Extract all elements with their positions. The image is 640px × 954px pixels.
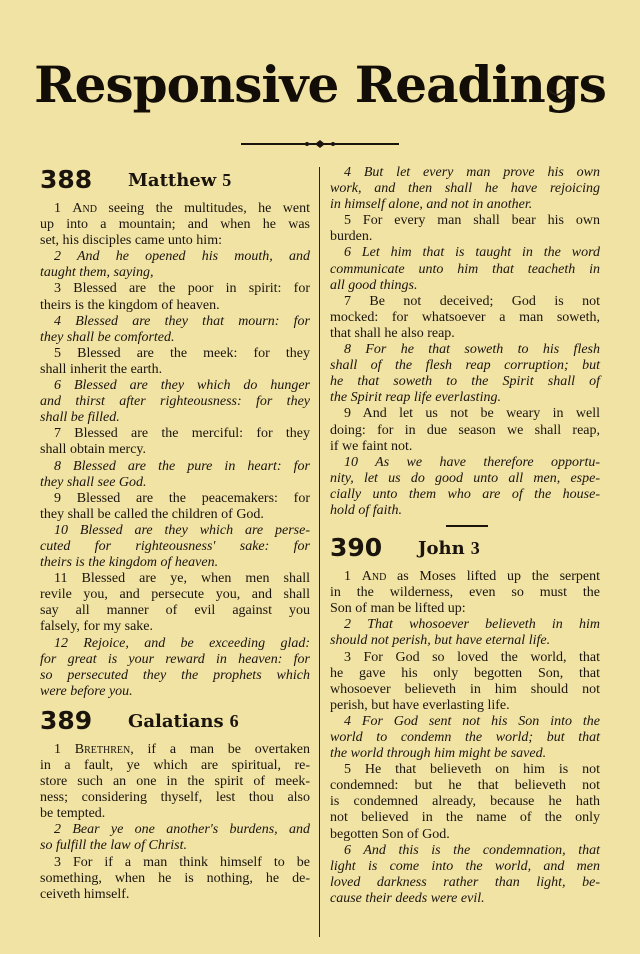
text-line	[40, 249, 310, 265]
line-text: ness; considering thyself, lest thou also	[40, 790, 310, 806]
left-column	[40, 165, 310, 903]
line-text: 6 Blessed are they which do hunger	[54, 378, 310, 394]
text-line	[330, 698, 600, 714]
text-line	[330, 762, 600, 778]
text-line	[40, 619, 310, 635]
text-line	[40, 314, 310, 330]
chapter-number: 3	[470, 538, 480, 559]
text-line	[330, 714, 600, 730]
line-text: in the wilderness, even so must the	[330, 585, 600, 601]
text-line	[40, 491, 310, 507]
line-text: so fulfill the law of Christ.	[40, 838, 188, 854]
line-text: be tempted.	[40, 806, 106, 822]
line-text: shall inherit the earth.	[40, 361, 163, 377]
line-text: 8 For he that soweth to his flesh	[344, 342, 600, 358]
text-line	[40, 887, 310, 903]
line-text: that shall he also reap.	[330, 325, 455, 341]
text-line	[330, 730, 600, 746]
text-line	[330, 503, 600, 519]
line-text: they shall be comforted.	[40, 329, 175, 345]
text-line	[330, 843, 600, 859]
text-line	[40, 201, 310, 217]
line-text: is condemned already, because he hath	[330, 794, 600, 810]
text-line	[330, 601, 600, 617]
line-text: revile you, and persecute you, and shall	[40, 587, 310, 603]
line-text: 2 That whosoever believeth in him	[344, 617, 600, 633]
line-text: 3 For if a man think himself to be	[54, 854, 310, 870]
line-text: 5 He that believeth on him is not	[344, 762, 600, 778]
text-line	[330, 682, 600, 698]
reading-number: 389	[40, 705, 93, 735]
line-text: he that soweth to the Spirit shall of	[330, 374, 600, 390]
text-line	[330, 891, 600, 907]
line-text: burden.	[330, 229, 373, 245]
line-text: not believed in the name of the only	[330, 810, 600, 826]
column-divider	[319, 167, 320, 937]
line-text: the Spirit reap life everlasting.	[330, 390, 501, 406]
text-line	[40, 742, 310, 758]
text-line	[330, 310, 600, 326]
line-text: 10 Blessed are they which are perse-	[54, 522, 310, 538]
line-text: 5 Blessed are the meek: for they	[54, 345, 310, 361]
line-text: store such an one in the spirit of meek-	[40, 774, 310, 790]
text-line	[40, 668, 310, 684]
line-text: hold of faith.	[330, 502, 402, 518]
text-line	[330, 633, 600, 649]
chapter-number: 5	[222, 170, 232, 190]
text-line	[40, 362, 310, 378]
page-title: Responsive Readings	[34, 55, 606, 114]
text-line	[40, 838, 310, 854]
reading-heading	[40, 165, 310, 201]
line-text: 4 But let every man prove his own	[344, 165, 600, 180]
text-line	[40, 539, 310, 555]
text-line	[40, 394, 310, 410]
book-name: Matthew	[128, 170, 217, 191]
text-line	[40, 684, 310, 700]
text-line	[40, 475, 310, 491]
text-line	[330, 245, 600, 261]
line-text: they shall see God.	[40, 474, 147, 490]
text-line	[40, 855, 310, 871]
line-text: nity, let us do good unto all men, espe-	[330, 470, 600, 486]
line-text: 2 Bear ye one another's burdens, and	[54, 822, 310, 838]
text-line	[40, 652, 310, 668]
book-name: Galatians	[128, 710, 224, 732]
line-text: shall obtain mercy.	[40, 442, 147, 458]
text-line	[40, 378, 310, 394]
text-line	[330, 875, 600, 891]
line-text: say all manner of evil against you	[40, 603, 310, 619]
reading-390-text	[330, 569, 600, 907]
text-line	[40, 871, 310, 887]
reading-388-text	[40, 201, 310, 700]
line-text: doing: for in due season we shall reap,	[330, 422, 600, 438]
reading-number: 388	[40, 165, 93, 194]
text-line	[40, 233, 310, 249]
line-text: up into a mountain; and when he was	[40, 217, 310, 233]
text-line	[330, 197, 600, 213]
text-line	[330, 455, 600, 471]
line-text: set, his disciples came unto him:	[40, 233, 222, 249]
title-ornament-rule	[241, 140, 399, 148]
line-text: communicate unto him that teacheth in	[330, 261, 600, 277]
reading-book	[128, 711, 239, 732]
line-text: should not perish, but have eternal life.	[330, 633, 551, 649]
text-line	[40, 587, 310, 603]
line-text: 1	[344, 569, 362, 585]
line-text: 10 As we have therefore opportu-	[344, 454, 600, 470]
text-line	[40, 790, 310, 806]
line-text: shall be filled.	[40, 410, 120, 426]
reading-heading	[330, 533, 600, 569]
text-line	[330, 374, 600, 390]
line-text: cuted for righteousness' sake: for	[40, 538, 310, 554]
text-line	[330, 746, 600, 762]
line-text: world to condemn the world; but that	[330, 730, 600, 745]
line-text: loved darkness rather than light, be-	[330, 874, 600, 890]
text-line	[40, 265, 310, 281]
line-text: seeing the multitudes, he went	[96, 201, 310, 216]
line-text: all good things.	[330, 277, 418, 293]
text-line	[330, 471, 600, 487]
text-line	[40, 346, 310, 362]
line-text: falsely, for my sake.	[40, 619, 153, 635]
line-text: 7 Blessed are the merciful: for they	[54, 426, 310, 442]
small-caps-word: And	[72, 201, 97, 216]
text-line	[40, 523, 310, 539]
text-line	[40, 822, 310, 838]
text-line	[330, 406, 600, 422]
line-text: 9 Blessed are the peacemakers: for	[54, 490, 310, 506]
line-text: begotten Son of God.	[330, 826, 450, 842]
text-line	[40, 442, 310, 458]
text-line	[40, 426, 310, 442]
line-text: so persecuted they the prophets which	[40, 667, 310, 683]
reading-book	[418, 538, 480, 559]
line-text: perish, but have everlasting life.	[330, 697, 510, 713]
line-text: 2 And he opened his mouth, and	[54, 249, 310, 265]
text-line	[330, 585, 600, 601]
line-text: if we faint not.	[330, 438, 413, 454]
text-line	[330, 423, 600, 439]
text-line	[40, 330, 310, 346]
chapter-number: 6	[229, 710, 239, 731]
line-text: 3 Blessed are the poor in spirit: for	[54, 281, 310, 297]
ornament-squiggle-icon	[548, 86, 572, 98]
line-text: and thirst after righteousness: for they	[40, 394, 310, 410]
text-line	[330, 827, 600, 843]
line-text: 11 Blessed are ye, when men shall	[54, 571, 310, 587]
line-text: 9 And let us not be weary in well	[344, 406, 600, 422]
text-line	[40, 217, 310, 233]
line-text: in a fault, ye which are spiritual, re-	[40, 758, 310, 773]
small-caps-word: Brethren	[74, 741, 131, 757]
text-line	[330, 650, 600, 666]
text-line	[330, 262, 600, 278]
line-text: they shall be called the children of God.	[40, 506, 264, 522]
line-text: mocked: for whatsoever a man soweth,	[330, 309, 600, 325]
text-line	[40, 571, 310, 587]
text-line	[330, 810, 600, 826]
reading-heading	[40, 706, 310, 742]
line-text: , if a man be overtaken	[130, 741, 310, 757]
line-text: as Moses lifted up the serpent	[386, 569, 600, 585]
text-line	[330, 487, 600, 503]
line-text: 6 Let him that is taught in the word	[344, 245, 600, 261]
text-line	[330, 294, 600, 310]
text-line	[40, 298, 310, 314]
text-line	[330, 617, 600, 633]
line-text: 5 For every man shall bear his own	[344, 213, 600, 229]
line-text: 3 For God so loved the world, that	[344, 649, 600, 665]
reading-number: 390	[330, 533, 383, 563]
text-line	[330, 278, 600, 294]
line-text: theirs is the kingdom of heaven.	[40, 555, 219, 571]
book-name: John	[418, 538, 465, 560]
text-line	[330, 778, 600, 794]
small-caps-word: And	[361, 569, 387, 585]
line-text: 8 Blessed are the pure in heart: for	[54, 458, 310, 474]
line-text: for great is your reward in heaven: for	[40, 651, 310, 667]
reading-389-continued-text	[330, 165, 600, 519]
line-text: taught them, saying,	[40, 265, 154, 281]
text-line	[330, 439, 600, 455]
text-line	[330, 165, 600, 181]
text-line	[330, 390, 600, 406]
section-rule	[330, 519, 600, 533]
line-text: were before you.	[40, 683, 133, 699]
line-text: 6 And this is the condemnation, that	[344, 842, 600, 858]
line-text: cause their deeds were evil.	[330, 890, 485, 906]
line-text: light is come into the world, and men	[330, 858, 600, 874]
line-text: 1	[54, 201, 73, 216]
reading-book	[128, 170, 231, 191]
text-line	[40, 459, 310, 475]
line-text: Son of man be lifted up:	[330, 601, 466, 617]
text-line	[40, 281, 310, 297]
text-line	[40, 774, 310, 790]
line-text: 4 For God sent not his Son into the	[344, 713, 600, 729]
text-line	[330, 229, 600, 245]
line-text: 7 Be not deceived; God is not	[344, 293, 600, 309]
text-line	[40, 636, 310, 652]
line-text: work, and then shall he have rejoicing	[330, 181, 600, 197]
line-text: condemned: but he that believeth not	[330, 778, 600, 794]
line-text: ceiveth himself.	[40, 886, 130, 902]
text-line	[40, 410, 310, 426]
text-line	[330, 181, 600, 197]
text-line	[40, 758, 310, 774]
line-text: shall of the flesh reap corruption; but	[330, 358, 600, 374]
line-text: cially unto them who are of the house-	[330, 486, 600, 502]
text-line	[330, 213, 600, 229]
line-text: he gave his only begotten Son, that	[330, 665, 600, 681]
right-column	[330, 165, 600, 907]
reading-389-text	[40, 742, 310, 903]
text-line	[40, 555, 310, 571]
line-text: 4 Blessed are they that mourn: for	[54, 313, 310, 329]
text-line	[330, 342, 600, 358]
text-line	[40, 806, 310, 822]
text-line	[330, 358, 600, 374]
text-line	[40, 507, 310, 523]
text-line	[330, 326, 600, 342]
text-line	[40, 603, 310, 619]
text-line	[330, 666, 600, 682]
text-line	[330, 859, 600, 875]
line-text: the world through him might be saved.	[330, 746, 547, 762]
line-text: whosoever believeth in him should not	[330, 681, 600, 697]
line-text: theirs is the kingdom of heaven.	[40, 297, 220, 313]
line-text: in himself alone, and not in another.	[330, 197, 533, 213]
line-text: 1	[54, 741, 75, 757]
line-text: something, when he is nothing, he de-	[40, 870, 310, 886]
text-line	[330, 794, 600, 810]
text-line	[330, 569, 600, 585]
line-text: 12 Rejoice, and be exceeding glad:	[54, 635, 310, 651]
